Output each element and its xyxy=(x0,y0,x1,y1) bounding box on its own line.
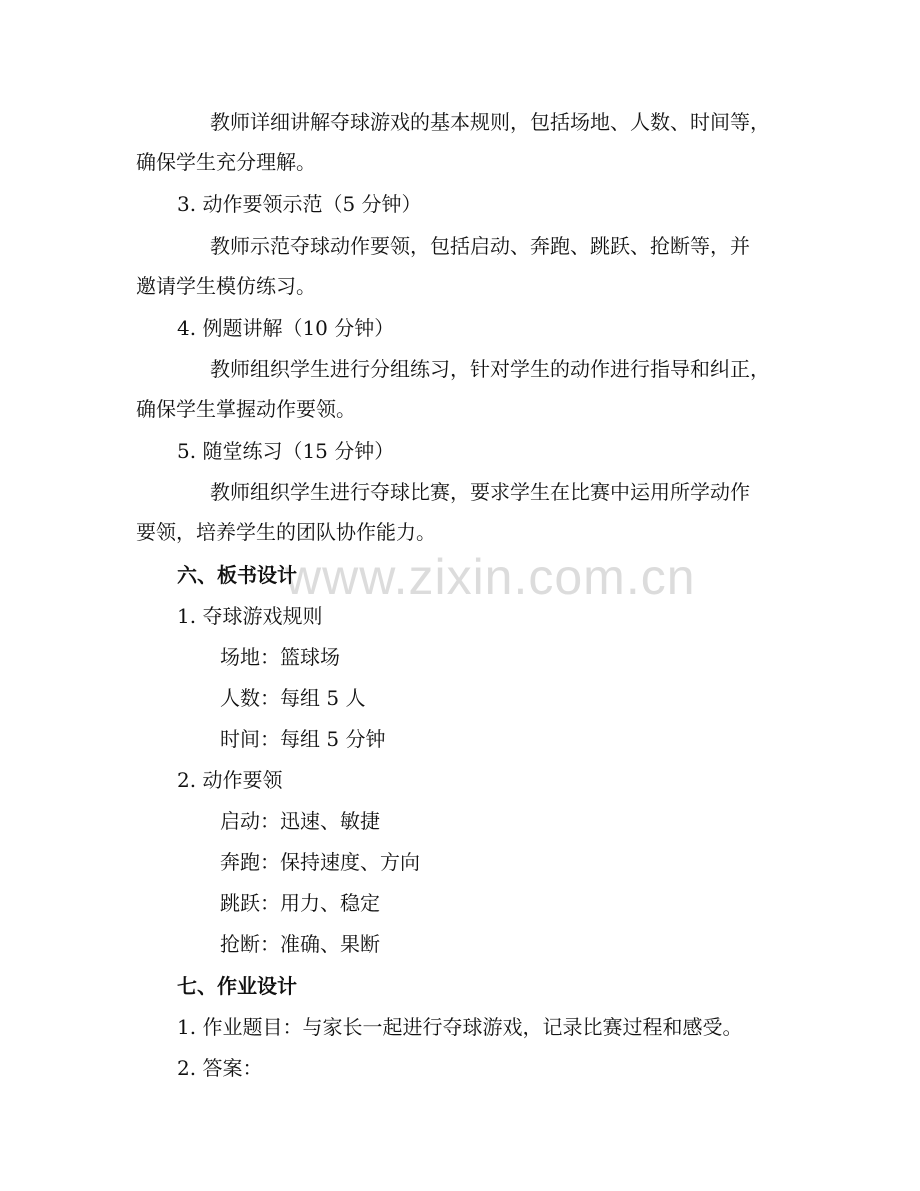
paragraph-line: 要领，培养学生的团队协作能力。 xyxy=(136,520,436,544)
list-subitem: 场地：篮球场 xyxy=(220,645,340,669)
list-item-heading: 3. 动作要领示范（5 分钟） xyxy=(177,192,422,216)
paragraph-line: 教师示范夺球动作要领，包括启动、奔跑、跳跃、抢断等，并 xyxy=(210,234,750,258)
list-item: 1. 作业题目：与家长一起进行夺球游戏，记录比赛过程和感受。 xyxy=(177,1015,743,1039)
list-subitem: 跳跃：用力、稳定 xyxy=(220,891,380,915)
paragraph-line: 邀请学生模仿练习。 xyxy=(136,274,316,298)
paragraph-line: 确保学生掌握动作要领。 xyxy=(136,397,356,421)
list-item-heading: 4. 例题讲解（10 分钟） xyxy=(177,316,395,340)
paragraph-line: 教师详细讲解夺球游戏的基本规则，包括场地、人数、时间等， xyxy=(210,110,770,134)
list-subitem: 人数：每组 5 人 xyxy=(220,686,366,710)
list-subitem: 启动：迅速、敏捷 xyxy=(220,809,380,833)
watermark: www.zixin.com.cn xyxy=(285,549,696,605)
section-heading: 七、作业设计 xyxy=(177,974,297,998)
list-item-heading: 2. 动作要领 xyxy=(177,768,283,792)
list-subitem: 奔跑：保持速度、方向 xyxy=(220,850,420,874)
list-subitem: 抢断：准确、果断 xyxy=(220,932,380,956)
paragraph-line: 确保学生充分理解。 xyxy=(136,150,316,174)
list-item-heading: 5. 随堂练习（15 分钟） xyxy=(177,439,395,463)
list-item: 2. 答案： xyxy=(177,1056,263,1080)
list-item-heading: 1. 夺球游戏规则 xyxy=(177,604,323,628)
section-heading: 六、板书设计 xyxy=(177,563,297,587)
paragraph-line: 教师组织学生进行夺球比赛，要求学生在比赛中运用所学动作 xyxy=(210,480,750,504)
paragraph-line: 教师组织学生进行分组练习，针对学生的动作进行指导和纠正， xyxy=(210,357,770,381)
list-subitem: 时间：每组 5 分钟 xyxy=(220,727,386,751)
